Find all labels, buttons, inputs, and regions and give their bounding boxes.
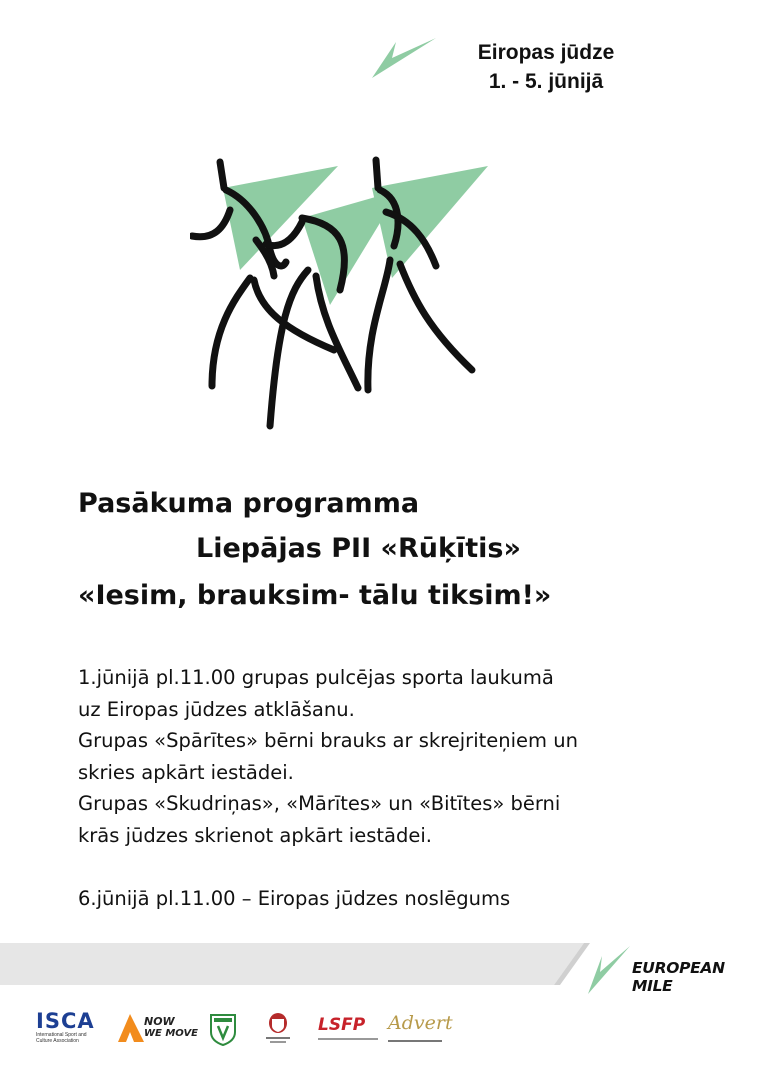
runners-illustration	[190, 150, 500, 440]
program-line: 1.jūnijā pl.11.00 grupas pulcējas sporta laukumā	[78, 666, 554, 689]
advert-logo	[388, 1012, 453, 1042]
now-we-move-text: NOW	[144, 1015, 175, 1028]
program-line: Grupas «Spārītes» bērni brauks ar skrejriteņiem un	[78, 729, 578, 752]
advert-logo-text: Advert	[388, 1012, 453, 1034]
event-slogan: «Iesim, brauksim- tālu tiksim!»	[78, 580, 552, 611]
program-line: krās jūdzes skrienot apkārt iestādei.	[78, 823, 432, 847]
lsfp-logo	[318, 1016, 384, 1040]
european-mile-brand: EUROPEAN MILE	[632, 959, 725, 995]
program-line: Grupas «Skudriņas», «Mārītes» un «Bitītes» bērni	[78, 792, 561, 815]
lsfp-logo-text: LSFP	[318, 1015, 366, 1035]
isca-logo	[36, 1010, 106, 1044]
now-we-move-text: WE MOVE	[144, 1028, 199, 1039]
program-body	[78, 662, 718, 914]
isca-logo-subtext: Culture Association	[36, 1038, 79, 1044]
isca-logo-text: ISCA	[36, 1009, 95, 1033]
program-heading: Pasākuma programma	[78, 488, 420, 519]
sports-club-shield-icon	[208, 1012, 238, 1046]
ministry-coat-of-arms-icon	[258, 1010, 298, 1046]
now-we-move-logo	[116, 1012, 199, 1044]
event-dates: 1. - 5. jūnijā	[488, 70, 604, 93]
closing-line: 6.jūnijā pl.11.00 – Eiropas jūdzes noslēgums	[78, 886, 511, 910]
now-we-move-arrow-icon	[116, 1012, 146, 1044]
european-mile-arrow-icon	[370, 34, 440, 84]
school-name: Liepājas PII «Rūķītis»	[196, 533, 521, 564]
event-title: Eiropas jūdze	[477, 41, 615, 64]
european-mile-logo-icon	[584, 944, 634, 996]
program-line: uz Eiropas jūdzes atklāšanu.	[78, 697, 355, 721]
isca-logo-subtext: International Sport and	[36, 1032, 87, 1038]
program-line: skries apkārt iestādei.	[78, 760, 294, 784]
sponsor-logos	[36, 1008, 456, 1048]
event-header	[436, 38, 656, 96]
